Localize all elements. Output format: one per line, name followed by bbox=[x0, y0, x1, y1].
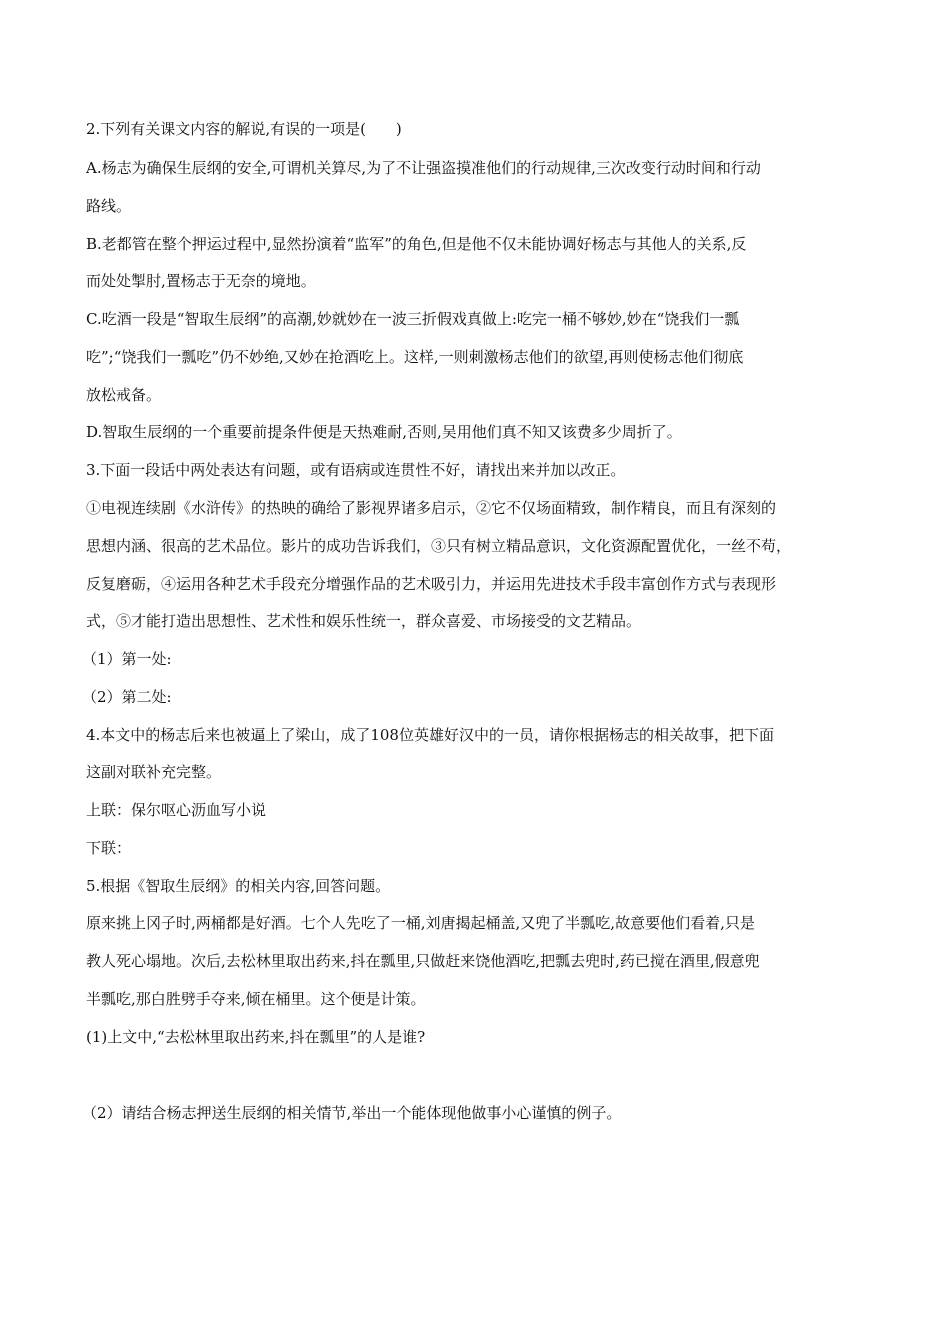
couplet-upper-line: 上联：保尔呕心沥血写小说 bbox=[86, 801, 267, 819]
question-3-passage-line-4: 式，⑤才能打造出思想性、艺术性和娱乐性统一，群众喜爱、市场接受的文艺精品。 bbox=[86, 612, 642, 630]
option-a-line-1: A.杨志为确保生辰纲的安全,可谓机关算尽,为了不让强盗摸准他们的行动规律,三次改变行动时间和行动 bbox=[86, 159, 761, 177]
question-3-answer-1: （1）第一处: bbox=[82, 650, 172, 668]
option-b-line-2: 而处处掣肘,置杨志于无奈的境地。 bbox=[86, 272, 316, 290]
option-c-line-3: 放松戒备。 bbox=[86, 386, 162, 404]
option-d-line-1: D.智取生辰纲的一个重要前提条件便是天热难耐,否则,吴用他们真不知又该费多少周折了。 bbox=[86, 423, 682, 441]
question-5-subquestion-1: (1)上文中,“去松林里取出药来,抖在瓢里”的人是谁? bbox=[86, 1028, 426, 1046]
question-3-passage-line-3: 反复磨砺，④运用各种艺术手段充分增强作品的艺术吸引力，并运用先进技术手段丰富创作方式与表现形 bbox=[86, 575, 777, 593]
question-3-passage-line-2: 思想内涵、很高的艺术品位。影片的成功告诉我们，③只有树立精品意识，文化资源配置优化，一丝不苟， bbox=[86, 537, 792, 555]
option-a-line-2: 路线。 bbox=[86, 197, 132, 215]
question-4-stem-line-2: 这副对联补充完整。 bbox=[86, 763, 222, 781]
question-5-subquestion-2: （2）请结合杨志押送生辰纲的相关情节,举出一个能体现他做事小心谨慎的例子。 bbox=[82, 1104, 622, 1122]
question-3-passage-line-1: ①电视连续剧《水浒传》的热映的确给了影视界诸多启示，②它不仅场面精致，制作精良，而且有深刻的 bbox=[86, 499, 777, 517]
question-4-stem-line-1: 4.本文中的杨志后来也被逼上了梁山，成了108位英雄好汉中的一员，请你根据杨志的相关故事，把下面 bbox=[86, 726, 774, 744]
question-5-stem: 5.根据《智取生辰纲》的相关内容,回答问题。 bbox=[86, 877, 391, 895]
question-5-text-line-2: 教人死心塌地。次后,去松林里取出药来,抖在瓢里,只做赶来饶他酒吃,把瓢去兜时,药已搅在酒里,假意兜 bbox=[86, 952, 760, 970]
couplet-lower-line: 下联： bbox=[86, 839, 132, 857]
option-c-line-1: C.吃酒一段是“智取生辰纲”的高潮,妙就妙在一波三折假戏真做上:吃完一桶不够妙,妙在“饶我们一瓢 bbox=[86, 310, 740, 328]
option-b-line-1: B.老都管在整个押运过程中,显然扮演着“监军”的角色,但是他不仅未能协调好杨志与其他人的关系,反 bbox=[86, 235, 747, 253]
question-2-stem: 2.下列有关课文内容的解说,有误的一项是( ) bbox=[86, 120, 402, 138]
question-3-answer-2: （2）第二处: bbox=[82, 688, 172, 706]
question-3-stem: 3.下面一段话中两处表达有问题，或有语病或连贯性不好，请找出来并加以改正。 bbox=[86, 461, 626, 479]
question-5-text-line-1: 原来挑上冈子时,两桶都是好酒。七个人先吃了一桶,刘唐揭起桶盖,又兜了半瓢吃,故意要他们看着,只是 bbox=[86, 914, 755, 932]
question-5-text-line-3: 半瓢吃,那白胜劈手夺来,倾在桶里。这个便是计策。 bbox=[86, 990, 426, 1008]
option-c-line-2: 吃”;“饶我们一瓢吃”仍不妙绝,又妙在抢酒吃上。这样,一则刺激杨志他们的欲望,再则使杨志他们彻底 bbox=[86, 348, 744, 366]
